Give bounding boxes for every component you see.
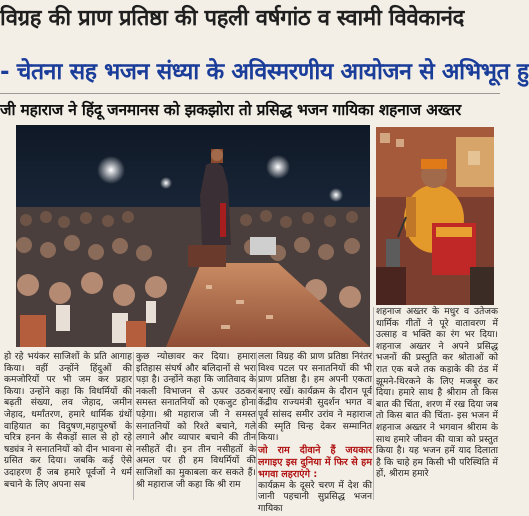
stage-crowd-photo bbox=[16, 125, 370, 347]
article-text: कार्यक्रम के दूसरे चरण में देश की जानी पहचानी सुप्रसिद्ध भजन गायिका bbox=[258, 480, 372, 514]
article-text: लला विग्रह की प्राण प्रतिष्ठा निरंतर विश्व पटल पर सनातनियों की भी प्राण प्रतिष्ठा है। हम अपनी एकता बनाए रखें। कार्यक्रम के दौरान पूर्व केंद्रीय राज्यमंत्री सुदर्शन भगत व पूर्व सांसद समीर उरांव ने महाराज की स्मृति चिन्ह देकर सम्मानित किया। bbox=[258, 352, 372, 444]
singer-photo bbox=[376, 127, 494, 305]
divider bbox=[0, 93, 500, 94]
subheading: जो राम दीवाने हैं जयकार लगाइए इस दुनिया में फिर से हम भगवा लहराएंगे : bbox=[258, 444, 372, 480]
article-text: शहनाज अख्तर के मधुर व उतेजक धार्मिक गीतों ने पूरे वातावरण में उत्साह व भक्ति का रंग भर दिया। शहनाज अख्तर ने अपने प्रसिद्ध भजनों की प्रस्तुति कर श्रोताओं को रात एक बजे तक कड़ाके की ठंड में झूमने-थिरकने के लिए मजबूर कर दिया। हमारे साथ है श्रीराम तो किस बात की चिंता, शरण में रख दिया जब तो किस बात की चिंता- इस भजन में शहनाज अख्तर ने भगवान श्रीराम के साथ हमारे जीवन की यात्रा को प्रस्तुत किया है। यह भजन हमें याद दिलाता है कि चाहे हम किसी भी परिस्थिति में हों, श्रीराम हमारे bbox=[376, 307, 498, 480]
headline-line-3: जी महाराज ने हिंदू जनमानस को झकझोरा तो प्रसिद्ध भजन गायिका शहनाज अख्तर bbox=[0, 101, 461, 119]
article-column-2 bbox=[136, 352, 256, 500]
headline-line-2: - चेतना सह भजन संध्या के अविस्मरणीय आयोजन से अभिभूत हु bbox=[0, 59, 529, 85]
column-divider bbox=[373, 307, 374, 500]
column-divider bbox=[133, 352, 134, 500]
article-column-3 bbox=[258, 352, 372, 514]
headline-line-1: विग्रह की प्राण प्रतिष्ठा की पहली वर्षगांठ व स्वामी विवेकानंद bbox=[0, 6, 465, 31]
article-column-4 bbox=[376, 307, 498, 500]
article-column-1 bbox=[4, 352, 132, 500]
article-text: हो रहे भयंकर साजिशों के प्रति आगाह किया। वहीं उन्होंने हिंदुओं की कमजोरियों पर भी जम कर प्रहार किया। उन्होंने कहा कि विधर्मियों की बढ़ती संख्या, लव जेहाद, जमीन जेहाद, धर्मांतरण, हमारे धार्मिक ग्रंथों वाहियात का विदुषण,महापुरुषों के चरित्र हनन के सैकड़ों साल से हो रहे षड्यंत्र ने सनातनियों को दीन भावना से ग्रसित कर दिया। जबकि कई ऐसे उदाहरण हैं जब हमारे पूर्वजों ने धर्म बचाने के लिए अपना सब bbox=[4, 352, 132, 490]
article-text: कुछ न्योछावर कर दिया। हमारा इतिहास संघर्ष और बलिदानों से भरा पड़ा है। उन्होंने कहा कि जातिवाद के नकली विभाजन से ऊपर उठकर समस्त सनातनियों को एकजुट होना पड़ेगा। श्री महाराज जी ने समस्त सनातनियों को रिश्ते बचाने, गले लगाने और व्यापार बचाने की तीन नसीहतें दी। इन तीन नसीहतों के अमल पर ही हम विधर्मियों की साजिशों का मुकाबला कर सकते हैं। श्री महाराज जी कहा कि श्री राम bbox=[136, 352, 256, 490]
column-divider bbox=[256, 352, 257, 500]
